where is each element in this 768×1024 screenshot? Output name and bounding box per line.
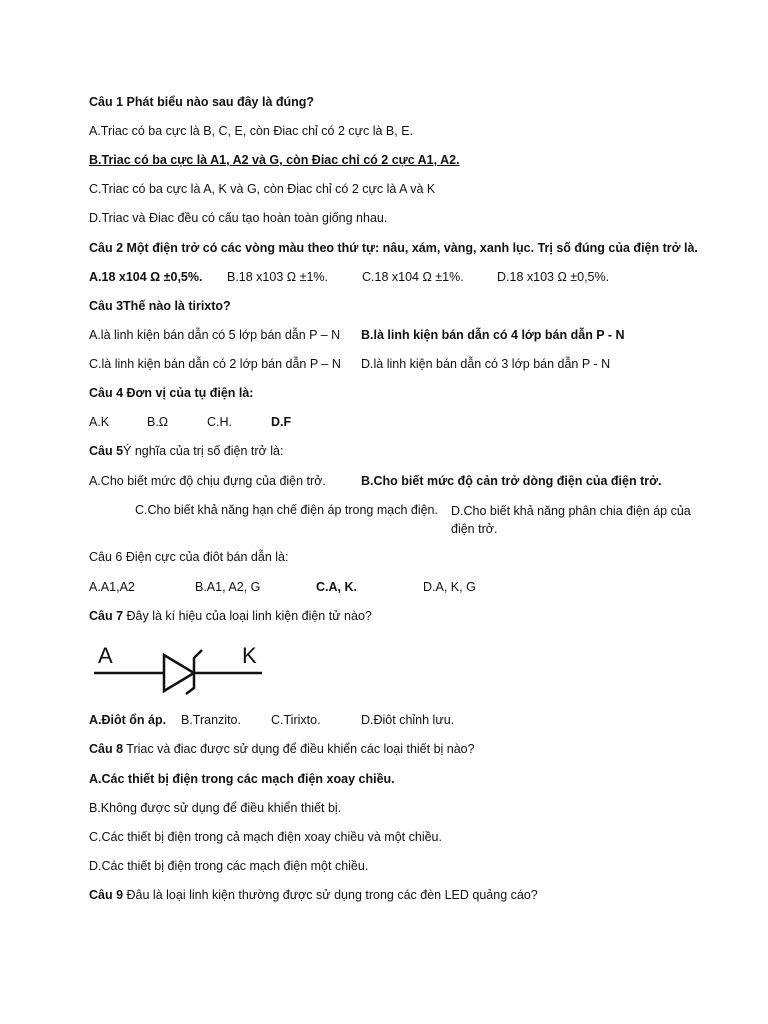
q7-option-d: D.Điôt chỉnh lưu.: [361, 713, 455, 727]
question-3: [89, 298, 231, 314]
q2-option-d: D.18 x103 Ω ±0,5%.: [497, 270, 610, 284]
q1-option-c: C.Triac có ba cực là A, K và G, còn Điac chỉ có 2 cực là A và K: [89, 182, 436, 196]
q8-option-b: B.Không được sử dụng để điều khiển thiết bị.: [89, 801, 342, 815]
question-9: [89, 887, 538, 903]
q3-option-b: B.là linh kiện bán dẫn có 4 lớp bán dẫn P - N: [361, 328, 625, 342]
q4-option-b: B.Ω: [147, 415, 169, 429]
q1-option-a: A.Triac có ba cực là B, C, E, còn Điac chỉ có 2 cực là B, E.: [89, 124, 414, 138]
q4-option-d: D.F: [271, 415, 292, 429]
q5-option-c: C.Cho biết khả năng hạn chế điện áp trong mạch điện.: [135, 503, 438, 517]
question-1-label: Câu 1: [89, 95, 124, 109]
q3-option-c: C.là linh kiện bán dẫn có 2 lớp bán dẫn P – N: [89, 357, 341, 371]
q7-option-b: B.Tranzito.: [181, 713, 241, 727]
q6-option-b: B.A1, A2, G: [195, 580, 261, 594]
symbol-cathode-label: K: [242, 643, 257, 668]
symbol-anode-label: A: [98, 643, 113, 668]
q7-option-a: A.Điôt ổn áp.: [89, 713, 167, 727]
q3-option-d: D.là linh kiện bán dẫn có 3 lớp bán dẫn P - N: [361, 357, 611, 371]
q8-option-c: C.Các thiết bị điện trong cả mạch điện xoay chiều và một chiều.: [89, 830, 442, 844]
question-5-label: Câu 5: [89, 444, 124, 458]
symbol-triangle: [164, 655, 194, 691]
question-5-text: Ý nghĩa của trị số điện trở là:: [123, 444, 284, 458]
q8-option-d: D.Các thiết bị điện trong các mạch điện một chiều.: [89, 859, 369, 873]
q7-option-c: C.Tirixto.: [271, 713, 321, 727]
q2-option-a: A.18 x104 Ω ±0,5%.: [89, 270, 203, 284]
q8-option-a: A.Các thiết bị điện trong các mạch điện xoay chiều.: [89, 772, 395, 786]
q6-option-c: C.A, K.: [316, 580, 357, 594]
q1-option-d: D.Triac và Điac đều có cấu tạo hoàn toàn giống nhau.: [89, 211, 388, 225]
question-7-label: Câu 7: [89, 609, 124, 623]
question-8-text: Triac và điac được sử dụng để điều khiển các loại thiết bị nào?: [126, 742, 475, 756]
question-7-text: Đây là kí hiệu của loại linh kiện điện tử nào?: [126, 609, 372, 623]
question-4: Câu 4 Đơn vị của tụ điện là:: [89, 386, 254, 400]
question-1-text: Phát biểu nào sau đây là đúng?: [126, 95, 315, 109]
question-8: [89, 741, 475, 757]
q4-option-a: A.K: [89, 415, 110, 429]
question-6: Câu 6 Điện cực của điôt bán dẫn là:: [89, 550, 289, 564]
question-3-text: Thế nào là tirixto?: [123, 299, 231, 313]
zener-diode-symbol: [90, 636, 270, 706]
q2-option-c: C.18 x104 Ω ±1%.: [362, 270, 464, 284]
q1-option-b: B.Triac có ba cực là A1, A2 và G, còn Điac chỉ có 2 cực A1, A2.: [89, 153, 460, 167]
q5-option-b: B.Cho biết mức độ cản trở dòng điện của điện trở.: [361, 474, 662, 488]
q4-option-c: C.H.: [207, 415, 232, 429]
q3-option-a: A.là linh kiện bán dẫn có 5 lớp bán dẫn P – N: [89, 328, 341, 342]
q5-option-d: D.Cho biết khả năng phân chia điện áp của điện trở.: [451, 504, 691, 536]
question-7: [89, 608, 372, 624]
question-2: Câu 2 Một điện trở có các vòng màu theo thứ tự: nâu, xám, vàng, xanh lục. Trị số đúng của điện trở là.: [89, 241, 698, 255]
question-1: [89, 94, 314, 110]
q6-option-a: A.A1,A2: [89, 580, 135, 594]
question-8-label: Câu 8: [89, 742, 124, 756]
q5-option-a: A.Cho biết mức độ chịu đựng của điện trở.: [89, 474, 326, 488]
question-5: [89, 443, 283, 459]
q6-option-d: D.A, K, G: [423, 580, 476, 594]
q2-option-b: B.18 x103 Ω ±1%.: [227, 270, 328, 284]
question-9-text: Đâu là loại linh kiện thường được sử dụng trong các đèn LED quảng cáo?: [126, 888, 538, 902]
question-3-label: Câu 3: [89, 299, 124, 313]
question-9-label: Câu 9: [89, 888, 124, 902]
